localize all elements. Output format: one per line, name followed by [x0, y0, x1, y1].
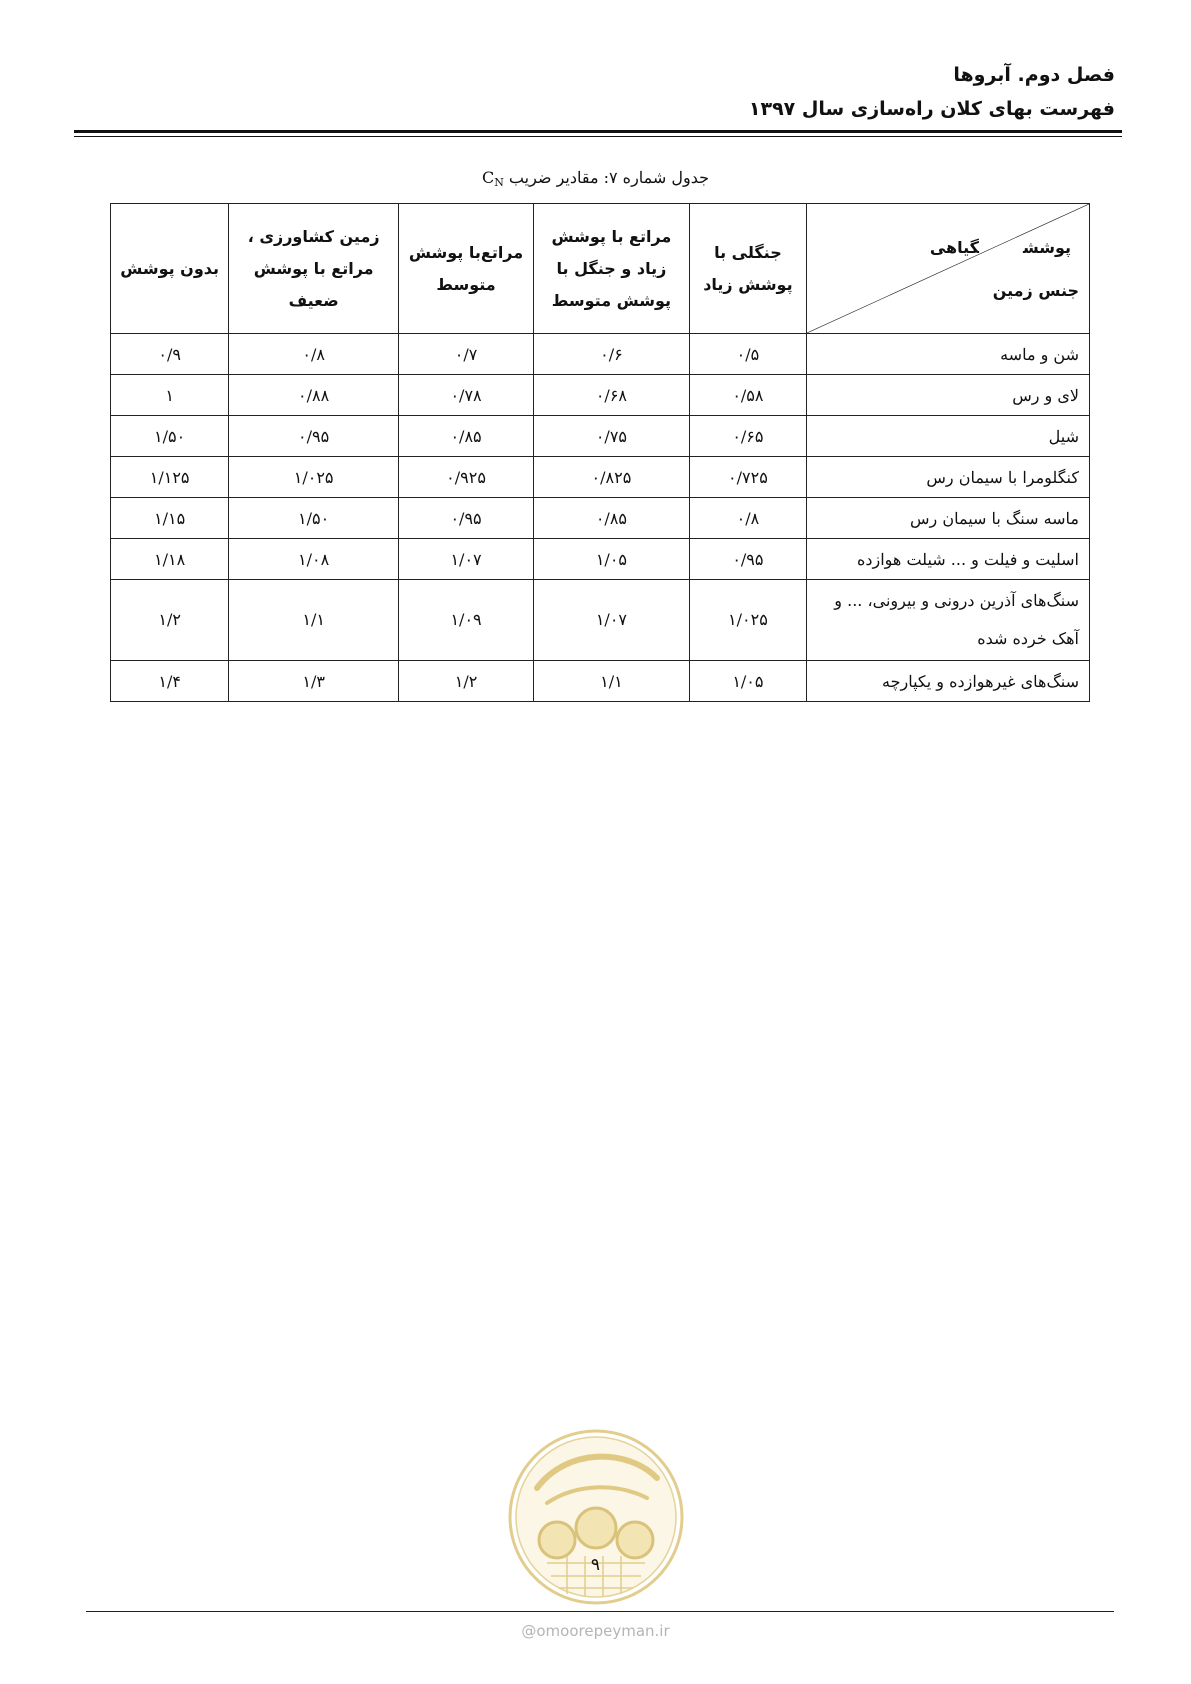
page-number: ۹	[590, 1555, 601, 1575]
value-cell: ۰/۹	[111, 334, 229, 375]
value-cell: ۱	[111, 375, 229, 416]
value-cell: ۱/۱۸	[111, 539, 229, 580]
value-cell: ۱/۰۸	[229, 539, 399, 580]
value-cell: ۰/۹۵	[689, 539, 806, 580]
value-cell: ۰/۶۵	[689, 416, 806, 457]
header-rule-thin	[74, 136, 1122, 137]
table-caption	[0, 168, 1191, 189]
table-row	[111, 334, 1090, 375]
value-cell: ۱/۱	[229, 580, 399, 661]
page-header	[749, 58, 1115, 126]
value-cell: ۱/۵۰	[229, 498, 399, 539]
table-row	[111, 498, 1090, 539]
table-row	[111, 416, 1090, 457]
value-cell: ۰/۹۵	[399, 498, 534, 539]
table-row	[111, 375, 1090, 416]
column-header: جنگلی با پوشش زیاد	[689, 204, 806, 334]
value-cell: ۱/۰۵	[534, 539, 690, 580]
table-row	[111, 580, 1090, 661]
column-header: زمین کشاورزی ، مراتع با پوشش ضعیف	[229, 204, 399, 334]
soil-cell: اسلیت و فیلت و ... شیلت هوازده	[807, 539, 1090, 580]
soil-cell: لای و رس	[807, 375, 1090, 416]
table-header-row	[111, 204, 1090, 334]
value-cell: ۰/۸۵	[399, 416, 534, 457]
value-cell: ۰/۵۸	[689, 375, 806, 416]
watermark-logo-icon	[507, 1428, 685, 1606]
value-cell: ۱/۵۰	[111, 416, 229, 457]
value-cell: ۰/۵	[689, 334, 806, 375]
value-cell: ۱/۲	[111, 580, 229, 661]
value-cell: ۱/۰۵	[689, 661, 806, 702]
soil-cell: سنگ‌های غیرهوازده و یکپارچه	[807, 661, 1090, 702]
value-cell: ۱/۳	[229, 661, 399, 702]
table-row	[111, 661, 1090, 702]
value-cell: ۱/۱۵	[111, 498, 229, 539]
cn-coefficient-table	[110, 203, 1090, 702]
value-cell: ۰/۶	[534, 334, 690, 375]
website-watermark: @omoorepeyman.ir	[521, 1622, 670, 1640]
value-cell: ۰/۷	[399, 334, 534, 375]
soil-type-label: جنس زمین	[992, 281, 1079, 300]
value-cell: ۱/۴	[111, 661, 229, 702]
soil-cell: سنگ‌های آذرین درونی و بیرونی، ... و آهک خرده شده	[807, 580, 1090, 661]
caption-text: جدول شماره ۷: مقادیر ضریب	[508, 168, 710, 187]
vegetation-cover-label: پوششگیاهی	[929, 238, 1071, 257]
value-cell: ۰/۸۸	[229, 375, 399, 416]
table-row	[111, 457, 1090, 498]
table-row	[111, 539, 1090, 580]
chapter-title: فصل دوم. آبروها	[953, 64, 1115, 86]
value-cell: ۱/۰۷	[534, 580, 690, 661]
value-cell: ۰/۷۸	[399, 375, 534, 416]
value-cell: ۰/۸۲۵	[534, 457, 690, 498]
value-cell: ۱/۲	[399, 661, 534, 702]
column-header: مراتع با پوشش زیاد و جنگل با پوشش متوسط	[534, 204, 690, 334]
footer-rule	[86, 1611, 1114, 1612]
soil-cell: کنگلومرا با سیمان رس	[807, 457, 1090, 498]
diagonal-line	[807, 204, 1089, 333]
header-rule-thick	[74, 130, 1122, 133]
soil-cell: شیل	[807, 416, 1090, 457]
value-cell: ۰/۹۲۵	[399, 457, 534, 498]
value-cell: ۰/۸۵	[534, 498, 690, 539]
value-cell: ۰/۷۲۵	[689, 457, 806, 498]
column-header: بدون پوشش	[111, 204, 229, 334]
column-header: مراتع‌با پوشش متوسط	[399, 204, 534, 334]
value-cell: ۱/۰۲۵	[229, 457, 399, 498]
value-cell: ۰/۸	[689, 498, 806, 539]
value-cell: ۰/۷۵	[534, 416, 690, 457]
document-subtitle: فهرست بهای کلان راه‌سازی سال ۱۳۹۷	[748, 98, 1115, 120]
value-cell: ۰/۶۸	[534, 375, 690, 416]
value-cell: ۰/۹۵	[229, 416, 399, 457]
value-cell: ۱/۰۹	[399, 580, 534, 661]
value-cell: ۱/۱۲۵	[111, 457, 229, 498]
soil-cell: شن و ماسه	[807, 334, 1090, 375]
corner-header-cell	[807, 204, 1090, 334]
value-cell: ۱/۰۷	[399, 539, 534, 580]
value-cell: ۱/۰۲۵	[689, 580, 806, 661]
caption-symbol: $C_N$	[481, 168, 504, 189]
value-cell: ۰/۸	[229, 334, 399, 375]
soil-cell: ماسه سنگ با سیمان رس	[807, 498, 1090, 539]
value-cell: ۱/۱	[534, 661, 690, 702]
